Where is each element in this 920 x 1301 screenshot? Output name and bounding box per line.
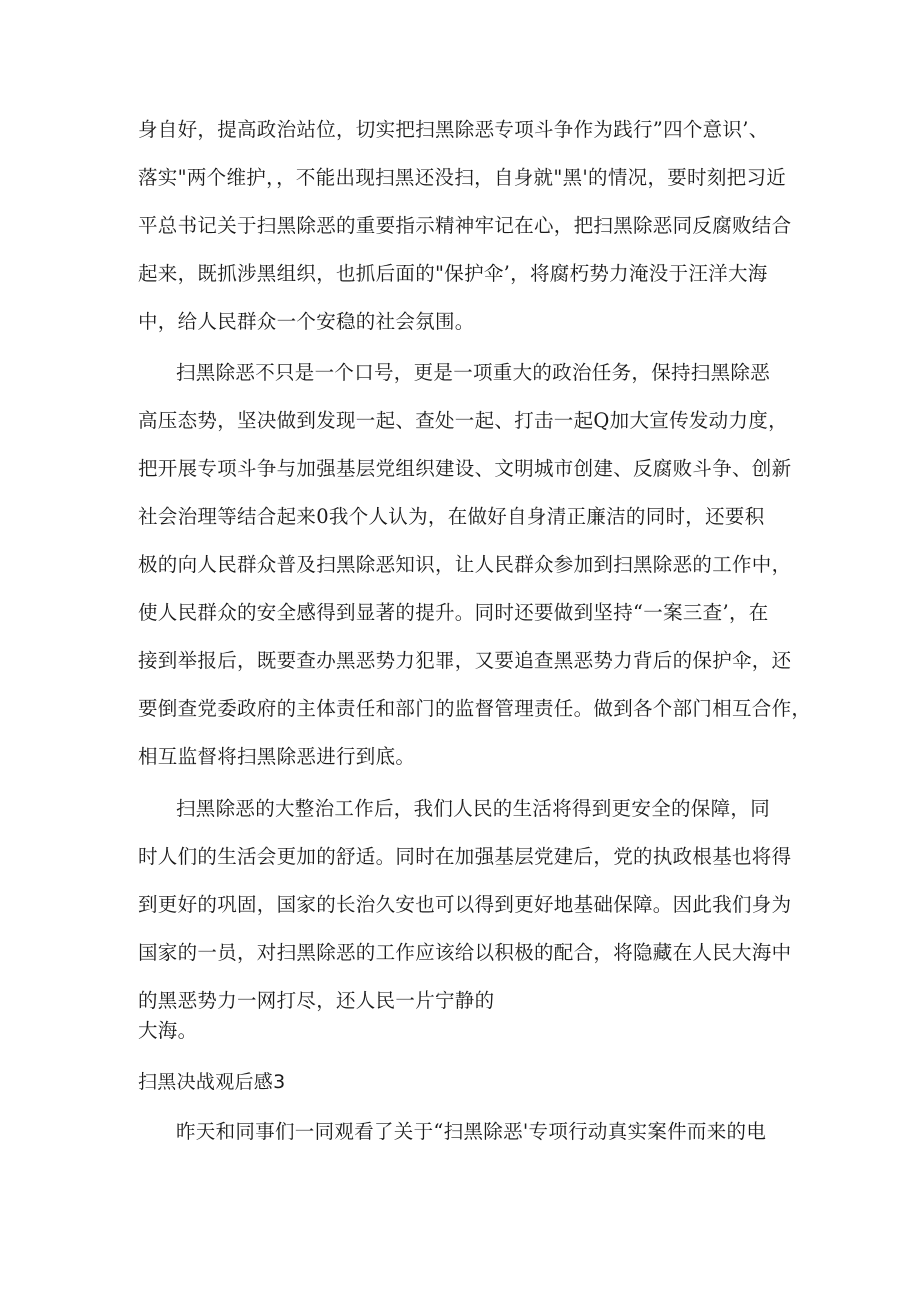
paragraph-3-line-4: 国家的一员，对扫黑除恶的工作应该给以积极的配合，将隐藏在人民大海中 bbox=[138, 941, 792, 964]
paragraph-1-line-1: 身自好，提高政治站位，切实把扫黑除恶专项斗争作为践行”四个意识’、 bbox=[138, 118, 769, 141]
paragraph-3-line-3: 到更好的巩固，国家的长治久安也可以得到更好地基础保障。因此我们身为 bbox=[138, 893, 792, 916]
paragraph-3-line-1: 扫黑除恶的大整治工作后，我们人民的生活将得到更安全的保障，同 bbox=[176, 797, 771, 820]
paragraph-2-line-1: 扫黑除恶不只是一个口号，更是一项重大的政治任务，保持扫黑除恶 bbox=[176, 361, 771, 384]
paragraph-2-line-9: 相互监督将扫黑除恶进行到底。 bbox=[138, 745, 416, 768]
paragraph-4-line-1: 昨天和同事们一同观看了关于“扫黑除恶'专项行动真实案件而来的电 bbox=[176, 1120, 767, 1143]
paragraph-3-line-5: 的黑恶势力一网打尽，还人民一片宁静的 bbox=[138, 989, 495, 1012]
paragraph-2-line-8: 要倒查党委政府的主体责任和部门的监督管理责任。做到各个部门相互合作， bbox=[138, 697, 812, 720]
paragraph-3-line-6: 大海。 bbox=[138, 1019, 198, 1042]
paragraph-2-line-7: 接到举报后，既要查办黑恶势力犯罪，又要追查黑恶势力背后的保护伞，还 bbox=[138, 649, 792, 672]
section-heading: 扫黑决战观后感3 bbox=[138, 1071, 286, 1093]
paragraph-3-line-2: 时人们的生活会更加的舒适。同时在加强基层党建后，党的执政根基也将得 bbox=[138, 845, 792, 868]
paragraph-2-line-4: 社会治理等结合起来0我个人认为，在做好自身清正廉洁的同时，还要积 bbox=[138, 505, 765, 528]
paragraph-2-line-3: 把开展专项斗争与加强基层党组织建设、文明城市创建、反腐败斗争、创新 bbox=[138, 457, 792, 480]
paragraph-1-line-4: 起来，既抓涉黑组织，也抓后面的"保护伞’，将腐朽势力淹没于汪洋大海 bbox=[138, 262, 768, 285]
paragraph-1-line-5: 中，给人民群众一个安稳的社会氛围。 bbox=[138, 310, 475, 333]
paragraph-2-line-5: 极的向人民群众普及扫黑除恶知识，让人民群众参加到扫黑除恶的工作中， bbox=[138, 553, 792, 576]
paragraph-1-line-2: 落实"两个维护，，不能出现扫黑还没扫，自身就"黑'的情况，要时刻把习近 bbox=[138, 166, 787, 189]
paragraph-2-line-6: 使人民群众的安全感得到显著的提升。同时还要做到坚持“一案三查’，在 bbox=[138, 601, 769, 624]
paragraph-1-line-3: 平总书记关于扫黑除恶的重要指示精神牢记在心，把扫黑除恶同反腐败结合 bbox=[138, 214, 792, 237]
paragraph-2-line-2: 高压态势，坚决做到发现一起、查处一起、打击一起Q加大宣传发动力度， bbox=[138, 409, 788, 432]
